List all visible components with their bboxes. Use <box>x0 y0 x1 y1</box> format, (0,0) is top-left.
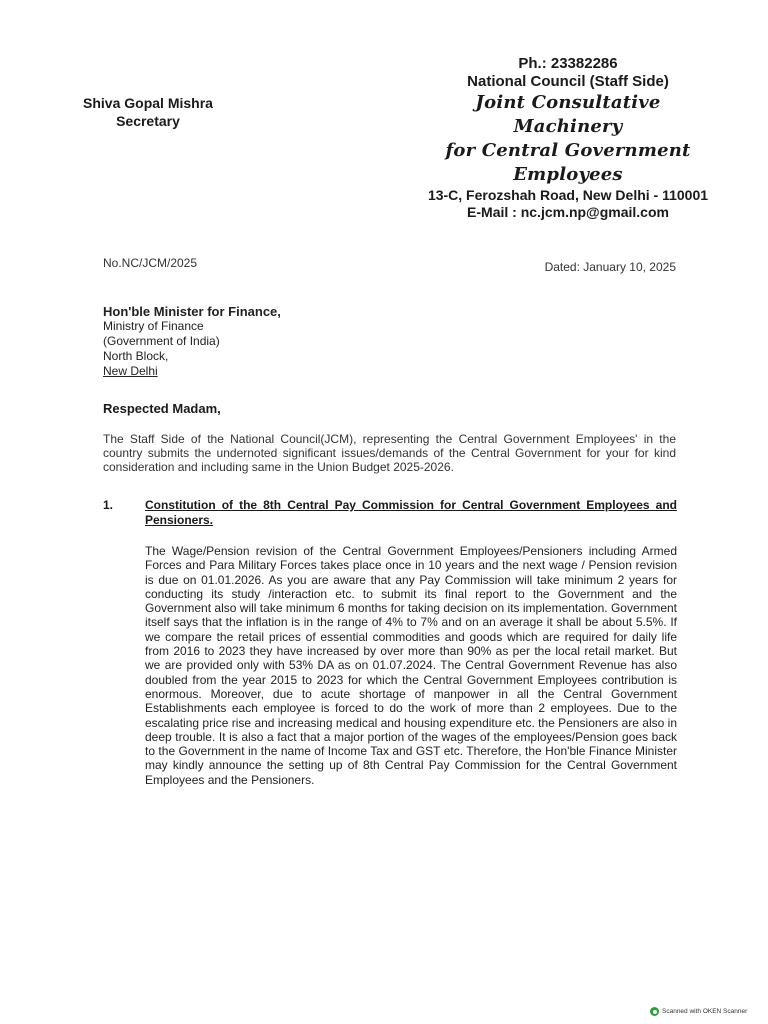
addressee-line: New Delhi <box>103 364 158 378</box>
org-script-line-2: for Central Government Employees <box>445 140 691 185</box>
addressee-line: Ministry of Finance <box>103 319 204 333</box>
letter-date: Dated: January 10, 2025 <box>544 260 676 274</box>
item-number: 1. <box>103 498 114 512</box>
addressee-line: Hon'ble Minister for Finance, <box>103 304 281 319</box>
council-name: National Council (Staff Side) <box>467 73 669 90</box>
scanner-watermark <box>650 1007 747 1016</box>
scanner-text: Scanned with OKEN Scanner <box>662 1008 748 1015</box>
reference-number: No.NC/JCM/2025 <box>103 256 198 270</box>
addressee-block <box>103 304 281 379</box>
phone-number: Ph.: 23382286 <box>518 55 618 72</box>
item-body: The Wage/Pension revision of the Central Government Employees/Pensioners including Armed Forces and Para Military Forces takes place once in 10 years and the next wage / Pension revision is due on 01.01.2026. As you are aware that any Pay Commission will take minimum 2 years for conducting its study /interaction etc. to submit its final report to the Government and the Government also will take minimum 6 months for taking decision on its implementation. Government itself says that the inflation is in the range of 4% to 7% and on an average it shall be about 5.5%. If we compare the retail prices of essential commodities and goods which are required for daily life from 2016 to 2023 they have increased by over more than 90% as per the local retail market. But we are provided only with 53% DA as on 01.07.2024. The Central Government Revenue has also doubled from the year 2015 to 2023 for which the Central Government Employees contribution is enormous. Moreover, due to acute shortage of manpower in all the Central Government Establishments each employee is forced to do the work of more than 2 employees. Due to the escalating price rise and increasing medical and housing expenditure etc. the Pensioners are also in deep trouble. It is also a fact that a major portion of the wages of the employees/Pension goes back to the Government in the name of Income Tax and GST etc. Therefore, the Hon'ble Finance Minister may kindly announce the setting up of 8th Central Pay Commission for the Central Government Employees and the Pensioners. <box>145 544 677 787</box>
sender-block <box>68 94 228 130</box>
addressee-line: North Block, <box>103 349 169 363</box>
sender-name: Shiva Gopal Mishra <box>83 95 213 111</box>
item-heading: Constitution of the 8th Central Pay Commission for Central Government Employees and Pensioners. <box>145 498 677 527</box>
org-address: 13-C, Ferozshah Road, New Delhi - 110001 <box>427 187 709 203</box>
org-script-line-1: Joint Consultative Machinery <box>475 92 661 137</box>
addressee-line: (Government of India) <box>103 334 220 348</box>
letterhead <box>418 55 718 221</box>
scanner-logo-icon <box>650 1007 659 1016</box>
sender-title: Secretary <box>116 113 180 129</box>
org-email: E-Mail : nc.jcm.np@gmail.com <box>467 204 669 220</box>
intro-paragraph: The Staff Side of the National Council(JCM), representing the Central Government Employees' in the country submits the undernoted significant issues/demands of the Central Government for your for kind consideration and including same in the Union Budget 2025-2026. <box>103 432 676 474</box>
salutation: Respected Madam, <box>103 401 221 416</box>
